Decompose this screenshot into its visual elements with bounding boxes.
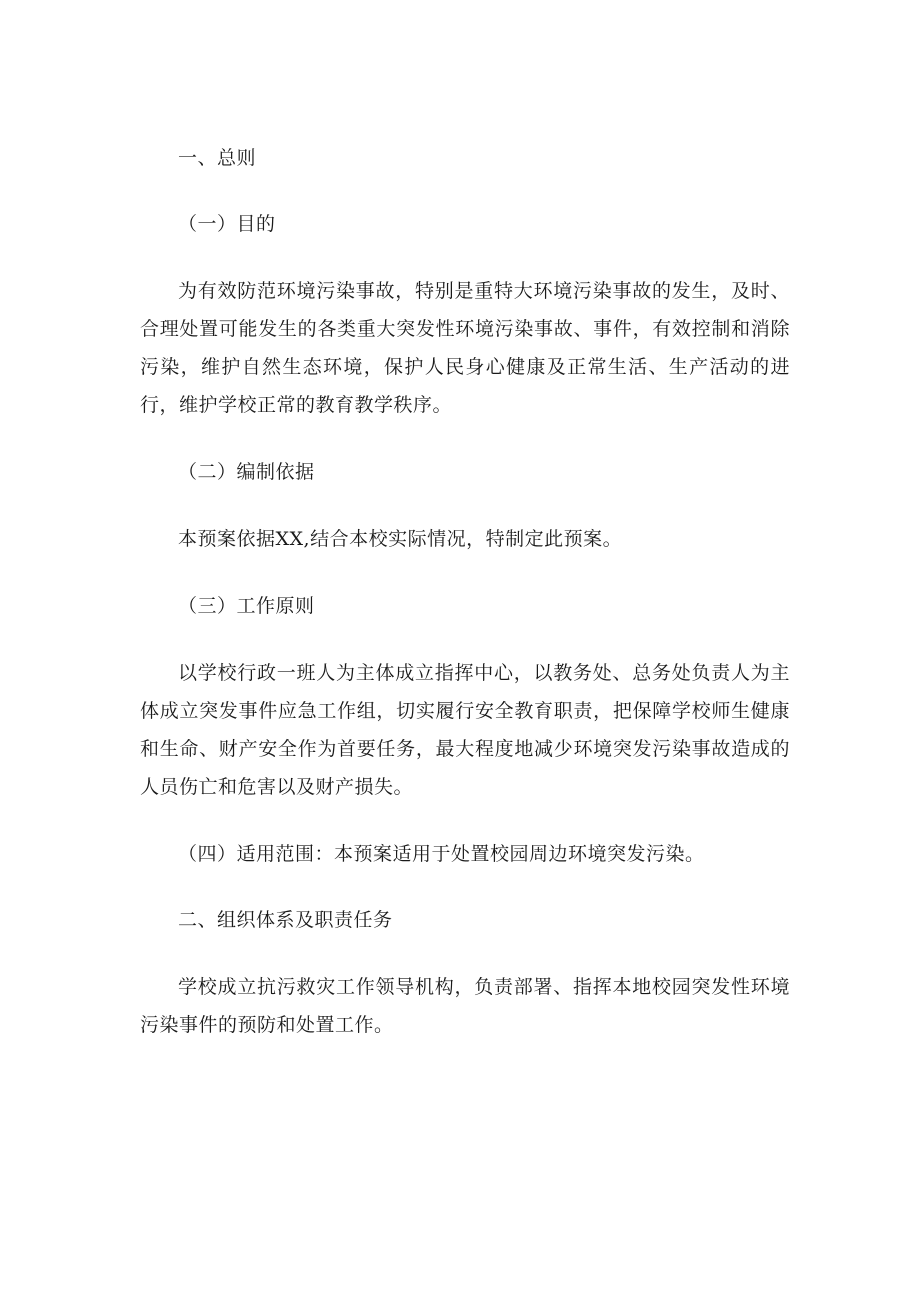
paragraph-basis: 本预案依据XX,结合本校实际情况，特制定此预案。 <box>178 528 623 550</box>
paragraph-purpose: 为有效防范环境污染事故，特别是重特大环境污染事故的发生，及时、合理处置可能发生的各类重大突发性环境污染事故、事件，有效控制和消除污染，维护自然生态环境，保护人民身心健康及正常生活、生产活动的进行，维护学校正常的教育教学秩序。 <box>140 280 790 416</box>
section-heading-general: 一、总则 <box>178 147 257 169</box>
subheading-principles: （三）工作原则 <box>178 595 315 617</box>
subheading-purpose: （一）目的 <box>178 213 276 235</box>
document-body <box>140 140 790 1074</box>
paragraph-organization: 学校成立抗污救灾工作领导机构，负责部署、指挥本地校园突发性环境污染事件的预防和处置工作。 <box>140 976 790 1036</box>
paragraph-principles: 以学校行政一班人为主体成立指挥中心，以教务处、总务处负责人为主体成立突发事件应急工作组，切实履行安全教育职责，把保障学校师生健康和生命、财产安全作为首要任务，最大程度地减少环境突发污染事故造成的人员伤亡和危害以及财产损失。 <box>140 662 790 798</box>
subheading-scope: （四）适用范围：本预案适用于处置校园周边环境突发污染。 <box>178 843 705 865</box>
subheading-basis: （二）编制依据 <box>178 461 315 483</box>
section-heading-organization: 二、组织体系及职责任务 <box>178 909 393 931</box>
